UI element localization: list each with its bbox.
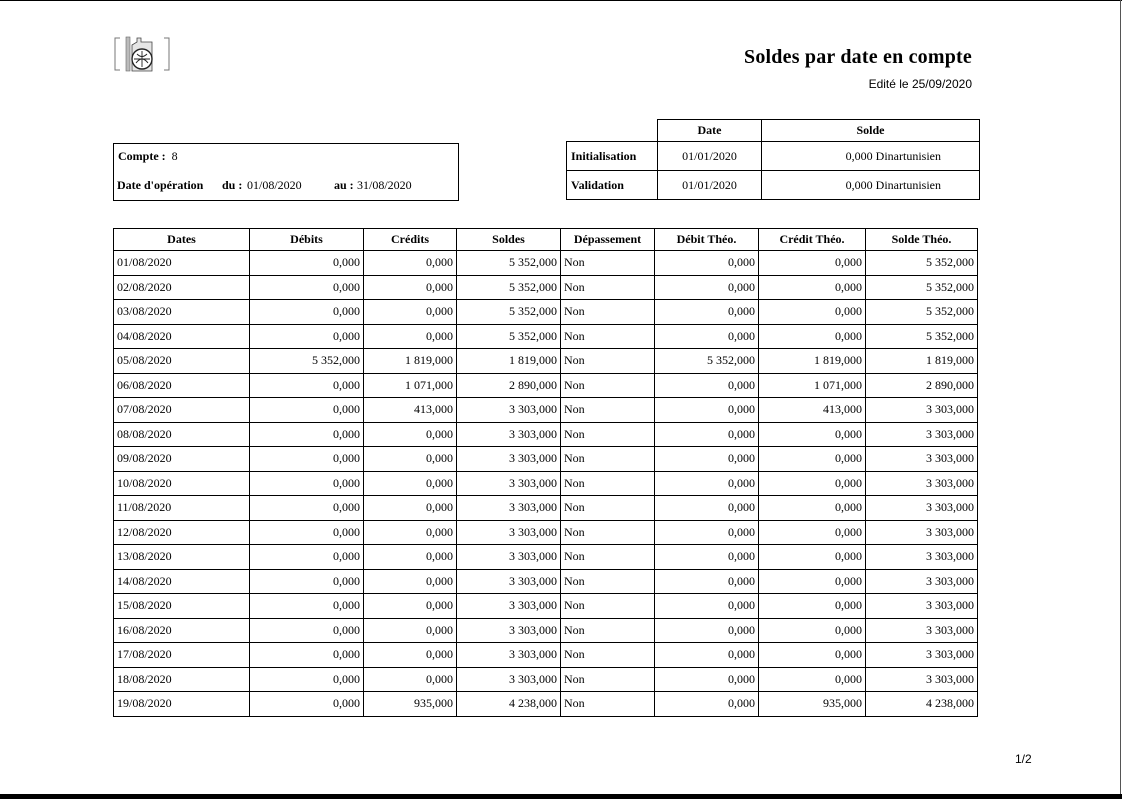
- cell-credits: 1 819,000: [364, 349, 457, 374]
- compte-label: Compte :: [118, 149, 166, 163]
- cell-debit-theo: 0,000: [655, 618, 759, 643]
- cell-credit-theo: 1 071,000: [759, 373, 866, 398]
- cell-credit-theo: 0,000: [759, 520, 866, 545]
- summary-row-currency: Dinartunisien: [875, 177, 941, 192]
- cell-debits: 0,000: [250, 520, 364, 545]
- cell-debit-theo: 0,000: [655, 594, 759, 619]
- account-filter-box: [113, 143, 459, 201]
- cell-soldes: 3 303,000: [457, 422, 561, 447]
- cell-credit-theo: 0,000: [759, 275, 866, 300]
- edit-date: Edité le 25/09/2020: [868, 77, 972, 91]
- cell-solde-theo: 1 819,000: [866, 349, 978, 374]
- cell-soldes: 5 352,000: [457, 300, 561, 325]
- cell-credit-theo: 0,000: [759, 422, 866, 447]
- cell-debits: 0,000: [250, 373, 364, 398]
- cell-credit-theo: 0,000: [759, 618, 866, 643]
- column-header-solde-theo: Solde Théo.: [866, 229, 978, 251]
- cell-debit-theo: 0,000: [655, 545, 759, 570]
- summary-header-solde: Solde: [762, 120, 980, 142]
- date-operation-label: Date d'opération: [117, 178, 204, 192]
- cell-debit-theo: 0,000: [655, 447, 759, 472]
- cell-debit-theo: 0,000: [655, 496, 759, 521]
- column-header-debits: Débits: [250, 229, 364, 251]
- cell-solde-theo: 3 303,000: [866, 545, 978, 570]
- cell-soldes: 3 303,000: [457, 618, 561, 643]
- compte-value: 8: [171, 149, 178, 163]
- cell-credits: 0,000: [364, 545, 457, 570]
- cell-depassement: Non: [561, 447, 655, 472]
- summary-row-validation: [567, 171, 980, 200]
- cell-dates: 14/08/2020: [114, 569, 250, 594]
- summary-row-solde: [762, 142, 980, 171]
- table-row: [114, 618, 978, 643]
- cell-solde-theo: 5 352,000: [866, 300, 978, 325]
- table-row: [114, 496, 978, 521]
- column-header-dates: Dates: [114, 229, 250, 251]
- cell-credit-theo: 0,000: [759, 300, 866, 325]
- cell-dates: 07/08/2020: [114, 398, 250, 423]
- cell-dates: 15/08/2020: [114, 594, 250, 619]
- cell-soldes: 3 303,000: [457, 569, 561, 594]
- table-header-row: [114, 229, 978, 251]
- summary-row-label: Validation: [567, 171, 658, 200]
- cell-credit-theo: 0,000: [759, 471, 866, 496]
- report-title: Soldes par date en compte: [744, 46, 972, 68]
- cell-credits: 0,000: [364, 643, 457, 668]
- cell-credits: 0,000: [364, 251, 457, 276]
- cell-credit-theo: 1 819,000: [759, 349, 866, 374]
- account-line: [118, 149, 178, 164]
- cell-solde-theo: 3 303,000: [866, 569, 978, 594]
- cell-debits: 0,000: [250, 496, 364, 521]
- column-header-credit-theo: Crédit Théo.: [759, 229, 866, 251]
- cell-credits: 0,000: [364, 300, 457, 325]
- cell-credits: 0,000: [364, 275, 457, 300]
- cell-debits: 0,000: [250, 545, 364, 570]
- au-label: au :: [334, 178, 354, 192]
- cell-debit-theo: 0,000: [655, 667, 759, 692]
- cell-depassement: Non: [561, 569, 655, 594]
- cell-depassement: Non: [561, 520, 655, 545]
- cell-debits: 0,000: [250, 447, 364, 472]
- balances-table: [113, 228, 978, 717]
- cell-credits: 0,000: [364, 618, 457, 643]
- cell-credit-theo: 0,000: [759, 324, 866, 349]
- page-number: 1/2: [1015, 752, 1032, 766]
- cell-solde-theo: 3 303,000: [866, 667, 978, 692]
- summary-row-solde: [762, 171, 980, 200]
- cell-soldes: 3 303,000: [457, 496, 561, 521]
- cell-depassement: Non: [561, 398, 655, 423]
- cell-solde-theo: 3 303,000: [866, 618, 978, 643]
- cell-depassement: Non: [561, 275, 655, 300]
- cell-debit-theo: 0,000: [655, 422, 759, 447]
- cell-dates: 13/08/2020: [114, 545, 250, 570]
- cell-credit-theo: 0,000: [759, 447, 866, 472]
- table-row: [114, 520, 978, 545]
- cell-credit-theo: 0,000: [759, 643, 866, 668]
- column-header-credits: Crédits: [364, 229, 457, 251]
- cell-depassement: Non: [561, 496, 655, 521]
- cell-solde-theo: 5 352,000: [866, 251, 978, 276]
- cell-debits: 0,000: [250, 692, 364, 717]
- table-row: [114, 447, 978, 472]
- summary-header-date: Date: [658, 120, 762, 142]
- cell-debit-theo: 0,000: [655, 520, 759, 545]
- cell-solde-theo: 3 303,000: [866, 398, 978, 423]
- table-row: [114, 398, 978, 423]
- cell-credits: 0,000: [364, 594, 457, 619]
- cell-debits: 0,000: [250, 324, 364, 349]
- cell-debits: 0,000: [250, 618, 364, 643]
- table-row: [114, 300, 978, 325]
- au-value: 31/08/2020: [357, 178, 412, 192]
- table-row: [114, 643, 978, 668]
- company-logo-icon: [112, 33, 172, 75]
- cell-dates: 03/08/2020: [114, 300, 250, 325]
- cell-credit-theo: 935,000: [759, 692, 866, 717]
- cell-debit-theo: 0,000: [655, 471, 759, 496]
- page-right-border: [1120, 0, 1121, 799]
- cell-depassement: Non: [561, 422, 655, 447]
- cell-debit-theo: 0,000: [655, 569, 759, 594]
- page-bottom-border: [0, 794, 1122, 799]
- cell-debits: 0,000: [250, 594, 364, 619]
- cell-debit-theo: 0,000: [655, 300, 759, 325]
- cell-dates: 08/08/2020: [114, 422, 250, 447]
- cell-dates: 09/08/2020: [114, 447, 250, 472]
- cell-debit-theo: 0,000: [655, 398, 759, 423]
- cell-depassement: Non: [561, 618, 655, 643]
- cell-solde-theo: 3 303,000: [866, 594, 978, 619]
- cell-solde-theo: 5 352,000: [866, 275, 978, 300]
- cell-soldes: 2 890,000: [457, 373, 561, 398]
- cell-depassement: Non: [561, 471, 655, 496]
- cell-credit-theo: 0,000: [759, 569, 866, 594]
- cell-debits: 0,000: [250, 300, 364, 325]
- cell-credit-theo: 0,000: [759, 545, 866, 570]
- summary-row-solde-amount: 0,000: [845, 148, 873, 163]
- cell-credits: 0,000: [364, 496, 457, 521]
- table-row: [114, 324, 978, 349]
- table-body: [114, 251, 978, 717]
- table-row: [114, 471, 978, 496]
- cell-solde-theo: 3 303,000: [866, 643, 978, 668]
- cell-credits: 0,000: [364, 447, 457, 472]
- cell-solde-theo: 2 890,000: [866, 373, 978, 398]
- cell-debit-theo: 0,000: [655, 324, 759, 349]
- table-row: [114, 349, 978, 374]
- cell-solde-theo: 5 352,000: [866, 324, 978, 349]
- cell-debits: 0,000: [250, 569, 364, 594]
- cell-soldes: 5 352,000: [457, 275, 561, 300]
- cell-debits: 5 352,000: [250, 349, 364, 374]
- cell-dates: 11/08/2020: [114, 496, 250, 521]
- table-row: [114, 422, 978, 447]
- cell-dates: 04/08/2020: [114, 324, 250, 349]
- column-header-depassement: Dépassement: [561, 229, 655, 251]
- cell-dates: 01/08/2020: [114, 251, 250, 276]
- summary-table: [566, 119, 980, 200]
- cell-solde-theo: 3 303,000: [866, 422, 978, 447]
- table-row: [114, 594, 978, 619]
- cell-debits: 0,000: [250, 667, 364, 692]
- cell-dates: 05/08/2020: [114, 349, 250, 374]
- cell-debit-theo: 0,000: [655, 692, 759, 717]
- table-row: [114, 275, 978, 300]
- cell-soldes: 3 303,000: [457, 545, 561, 570]
- summary-row-date: 01/01/2020: [658, 142, 762, 171]
- cell-debits: 0,000: [250, 422, 364, 447]
- cell-credits: 413,000: [364, 398, 457, 423]
- cell-soldes: 3 303,000: [457, 471, 561, 496]
- table-row: [114, 667, 978, 692]
- cell-debits: 0,000: [250, 275, 364, 300]
- cell-soldes: 3 303,000: [457, 447, 561, 472]
- cell-credits: 0,000: [364, 520, 457, 545]
- cell-solde-theo: 3 303,000: [866, 496, 978, 521]
- cell-depassement: Non: [561, 594, 655, 619]
- cell-soldes: 5 352,000: [457, 251, 561, 276]
- cell-dates: 16/08/2020: [114, 618, 250, 643]
- cell-credit-theo: 0,000: [759, 251, 866, 276]
- cell-credits: 935,000: [364, 692, 457, 717]
- cell-debit-theo: 5 352,000: [655, 349, 759, 374]
- cell-debit-theo: 0,000: [655, 373, 759, 398]
- column-header-soldes: Soldes: [457, 229, 561, 251]
- cell-dates: 10/08/2020: [114, 471, 250, 496]
- cell-debits: 0,000: [250, 398, 364, 423]
- cell-credits: 0,000: [364, 667, 457, 692]
- cell-credit-theo: 413,000: [759, 398, 866, 423]
- cell-depassement: Non: [561, 324, 655, 349]
- summary-row-date: 01/01/2020: [658, 171, 762, 200]
- page-top-border: [0, 0, 1122, 1]
- cell-dates: 12/08/2020: [114, 520, 250, 545]
- cell-dates: 02/08/2020: [114, 275, 250, 300]
- cell-soldes: 3 303,000: [457, 594, 561, 619]
- cell-soldes: 3 303,000: [457, 643, 561, 668]
- cell-soldes: 3 303,000: [457, 398, 561, 423]
- summary-row-solde-amount: 0,000: [845, 177, 873, 192]
- table-row: [114, 251, 978, 276]
- cell-debit-theo: 0,000: [655, 275, 759, 300]
- summary-header-row: [567, 120, 980, 142]
- cell-dates: 19/08/2020: [114, 692, 250, 717]
- cell-credits: 1 071,000: [364, 373, 457, 398]
- cell-soldes: 3 303,000: [457, 667, 561, 692]
- summary-row-initialisation: [567, 142, 980, 171]
- cell-credit-theo: 0,000: [759, 594, 866, 619]
- cell-credit-theo: 0,000: [759, 496, 866, 521]
- cell-debits: 0,000: [250, 251, 364, 276]
- du-label: du :: [222, 178, 243, 192]
- cell-depassement: Non: [561, 667, 655, 692]
- summary-row-currency: Dinartunisien: [875, 148, 941, 163]
- cell-solde-theo: 4 238,000: [866, 692, 978, 717]
- cell-dates: 17/08/2020: [114, 643, 250, 668]
- cell-depassement: Non: [561, 349, 655, 374]
- cell-credits: 0,000: [364, 324, 457, 349]
- summary-header-empty: [567, 120, 658, 142]
- cell-depassement: Non: [561, 251, 655, 276]
- cell-soldes: 4 238,000: [457, 692, 561, 717]
- table-row: [114, 569, 978, 594]
- cell-credit-theo: 0,000: [759, 667, 866, 692]
- cell-soldes: 5 352,000: [457, 324, 561, 349]
- cell-credits: 0,000: [364, 422, 457, 447]
- summary-row-label: Initialisation: [567, 142, 658, 171]
- cell-depassement: Non: [561, 545, 655, 570]
- cell-debits: 0,000: [250, 643, 364, 668]
- cell-dates: 06/08/2020: [114, 373, 250, 398]
- cell-solde-theo: 3 303,000: [866, 471, 978, 496]
- cell-depassement: Non: [561, 692, 655, 717]
- column-header-debit-theo: Débit Théo.: [655, 229, 759, 251]
- cell-dates: 18/08/2020: [114, 667, 250, 692]
- table-row: [114, 373, 978, 398]
- du-value: 01/08/2020: [247, 178, 302, 192]
- cell-depassement: Non: [561, 643, 655, 668]
- cell-credits: 0,000: [364, 569, 457, 594]
- cell-solde-theo: 3 303,000: [866, 447, 978, 472]
- cell-depassement: Non: [561, 300, 655, 325]
- cell-solde-theo: 3 303,000: [866, 520, 978, 545]
- table-row: [114, 545, 978, 570]
- cell-credits: 0,000: [364, 471, 457, 496]
- cell-soldes: 1 819,000: [457, 349, 561, 374]
- cell-debit-theo: 0,000: [655, 643, 759, 668]
- cell-debits: 0,000: [250, 471, 364, 496]
- table-row: [114, 692, 978, 717]
- cell-debit-theo: 0,000: [655, 251, 759, 276]
- cell-soldes: 3 303,000: [457, 520, 561, 545]
- cell-depassement: Non: [561, 373, 655, 398]
